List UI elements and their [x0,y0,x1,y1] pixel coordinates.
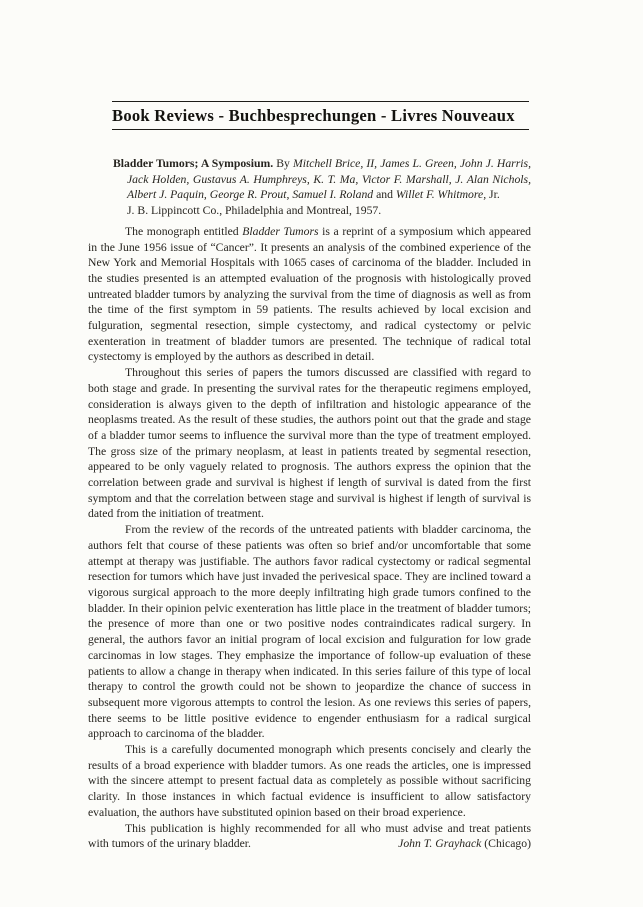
signature-name: John T. Grayhack [398,837,482,851]
review-paragraph-1: The monograph entitled Bladder Tumors is a reprint of a symposium which appeared in the June 1956 issue of “Cancer”. It presents an analysis of the combined experience of the New York and Memorial Hospitals with 1065 cases of carcinoma of the bladder. Included in the studies presented is an attempted evaluation of the prognosis with histologically proved untreated bladder tumors by analyzing the survival from the time of diagnosis as well as from the time of the first symptom in 59 patients. The results achieved by local excision and fulguration, segmental resection, simple cystectomy, and radical cystectomy or pelvic exenteration in treatment of bladder tumors are presented. The technique of radical total cystectomy is employed by the authors as described in detail. [88,224,531,364]
reviewer-signature [398,836,531,852]
section-header [112,101,529,130]
signature-location: (Chicago) [484,837,531,851]
book-review [88,156,531,852]
section-title: Book Reviews - Buchbesprechungen - Livres Nouveaux [112,106,515,125]
book-citation: Bladder Tumors; A Symposium. By Mitchell Brice, II, James L. Green, John J. Harris, Jack Holden, Gustavus A. Humphreys, K. T. Ma, Victor F. Marshall, J. Alan Nichols, Albert J. Paquin, George R. Prout, Samuel I. Roland and Willet F. Whitmore, Jr. J. B. Lippincott Co., Philadelphia and Montreal, 1957. [113,157,531,218]
header-rule-bottom [112,129,529,130]
review-paragraph-5 [88,821,531,852]
review-paragraph-4: This is a carefully documented monograph which presents concisely and clearly the results of a broad experience with bladder tumors. As one reads the articles, one is impressed with the sincere attempt to present factual data as completely as possible without sacrificing clarity. In those instances in which factual evidence is insufficient to allow satisfactory evaluation, the authors have substituted opinion based on their broad experience. [88,743,531,819]
review-paragraph-3: From the review of the records of the untreated patients with bladder carcinoma, the authors felt that course of these patients was often so brief and/or uncomfortable that some attempt at therapy was justifiable. The authors favor radical cystectomy or radical segmental resection for tumors which have just invaded the perivesical space. They are inclined toward a vigorous surgical approach to the more deeply infiltrating high grade tumors confined to the bladder. In their opinion pelvic exenteration has little place in the treatment of bladder tumors; the presence of more than one or two positive nodes contraindicates radical surgery. In general, the authors favor an initial program of local excision and fulguration for low grade carcinomas in low stages. They emphasize the importance of follow-up evaluation of these patients to allow a change in therapy when indicated. In this series failure of this type of local therapy to control the growth could not be shown to jeopardize the chance of success in subsequent more vigorous attempts to control the lesion. As one reviews this series of papers, there seems to be little positive evidence to engender enthusiasm for a radical surgical approach to carcinoma of the bladder. [88,523,531,741]
review-paragraph-2: Throughout this series of papers the tumors discussed are classified with regard to both stage and grade. In presenting the survival rates for the therapeutic regimens employed, consideration is always given to the depth of infiltration and histologic appearance of the neoplasms treated. As the result of these studies, the authors point out that the grade and stage of a bladder tumor seems to influence the survival more than the type of treatment employed. The gross size of the primary neoplasm, at least in patients treated by segmental resection, appeared to be only vaguely related to prognosis. The authors express the opinion that the correlation between grade and survival is highest if length of survival is dated from the first symptom and that the correlation between stage and survival is highest if length of survival is dated from the initiation of treatment. [88,366,531,521]
closing-paragraph-text: This publication is highly recommended for all who must advise and treat patients with tumors of the urinary bladder. [88,821,531,851]
